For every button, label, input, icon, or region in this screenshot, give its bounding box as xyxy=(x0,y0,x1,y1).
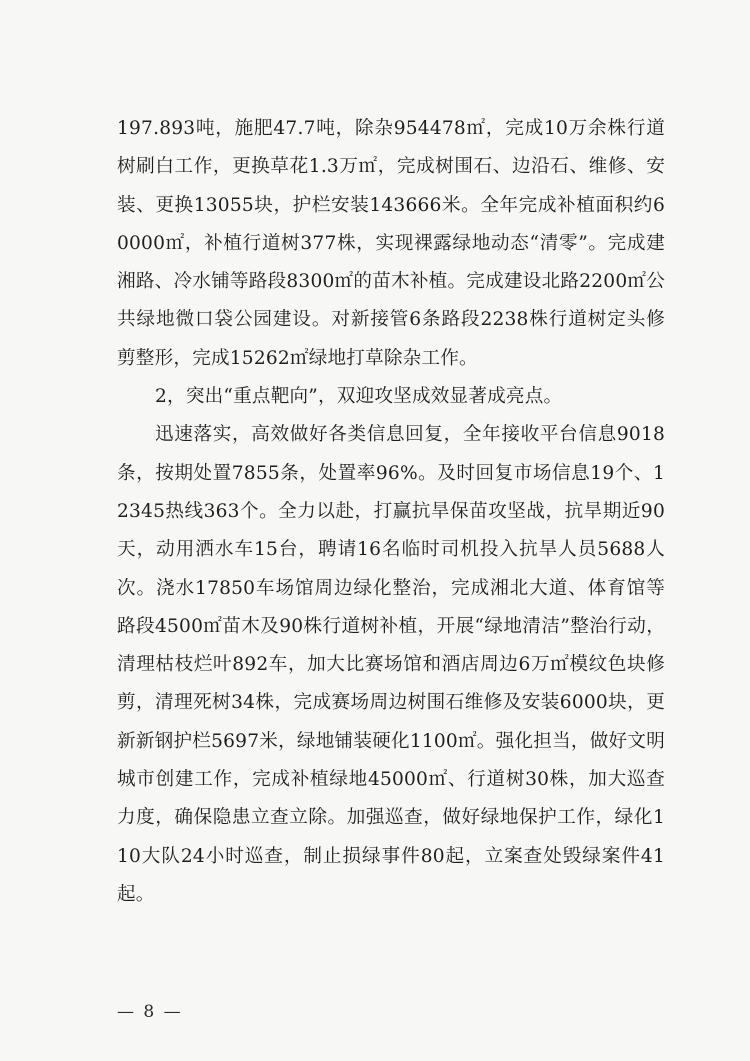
paragraph-1: 197.893吨，施肥47.7吨，除杂954478㎡，完成10万余株行道树刷白工作，更换草花1.3万㎡，完成树围石、边沿石、维修、安装、更换13055块，护栏安装143666米。全年完成补植面积约60000㎡，补植行道树377株，实现裸露绿地动态“清零”。完成建湘路、冷水铺等路段8300㎡的苗木补植。完成建设北路2200㎡公共绿地微口袋公园建设。对新接管6条路段2238株行道树定头修剪整形，完成15262㎡绿地打草除杂工作。 xyxy=(117,118,665,369)
paragraph-2: 迅速落实，高效做好各类信息回复，全年接收平台信息9018条，按期处置7855条，处置率96%。及时回复市场信息19个、12345热线363个。全力以赴，打赢抗旱保苗攻坚战，抗旱期近90天，动用洒水车15台，聘请16名临时司机投入抗旱人员5688人次。浇水17850车场馆周边绿化整治，完成湘北大道、体育馆等路段4500㎡苗木及90株行道树补植，开展“绿地清洁”整治行动，清理枯枝烂叶892车，加大比赛场馆和酒店周边6万㎡模纹色块修剪，清理死树34株，完成赛场周边树围石维修及安装6000块，更新新钢护栏5697米，绿地铺装硬化1100㎡。强化担当，做好文明城市创建工作，完成补植绿地45000㎡、行道树30株，加大巡查力度，确保隐患立查立除。加强巡查，做好绿地保护工作，绿化110大队24小时巡查，制止损绿事件80起，立案查处毁绿案件41起。 xyxy=(117,424,665,905)
page-number: — 8 — xyxy=(117,1002,183,1022)
section-heading: 2，突出“重点靶向”，双迎攻坚成效显著成亮点。 xyxy=(155,386,563,408)
document-body xyxy=(117,110,665,914)
